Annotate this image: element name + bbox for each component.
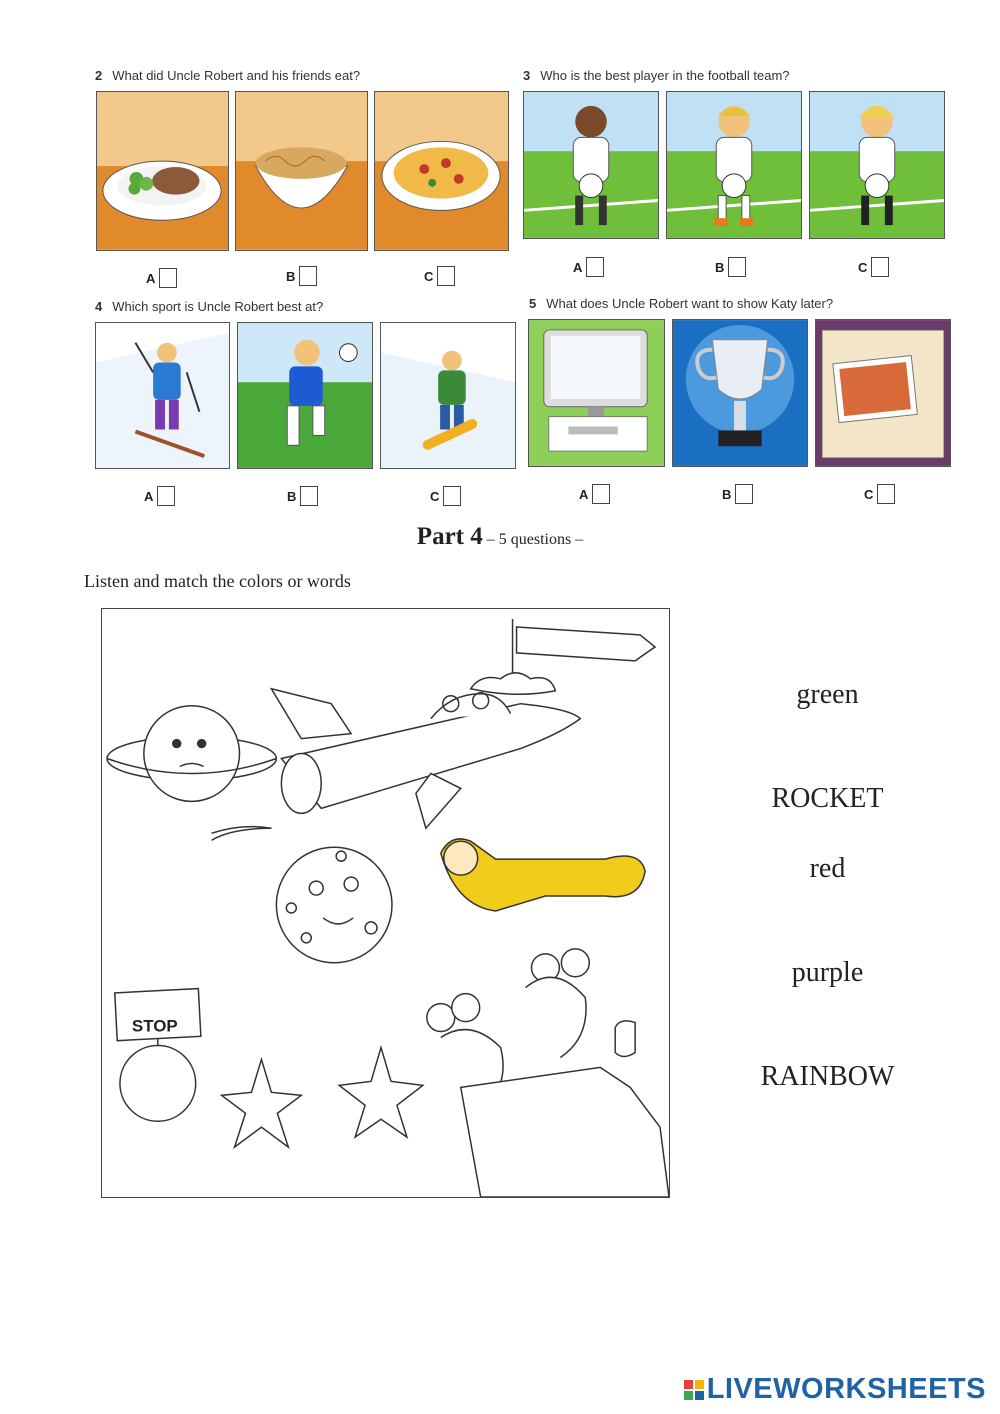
liveworksheets-logo-icon (684, 1380, 704, 1400)
option-b-checkbox[interactable]: B (287, 486, 318, 506)
blond-player-orange-boots-picture (666, 91, 802, 239)
noodles-bowl-picture (235, 91, 368, 251)
option-c-checkbox[interactable]: C (864, 484, 895, 504)
snowboarding-picture (380, 322, 516, 469)
option-a-checkbox[interactable]: A (579, 484, 610, 504)
match-word-green[interactable]: green (796, 679, 859, 710)
option-c-checkbox[interactable]: C (430, 486, 461, 506)
curly-blond-player-picture (809, 91, 945, 239)
option-b-checkbox[interactable]: B (286, 266, 317, 286)
question-5-title: 5 What does Uncle Robert want to show Katy later? (529, 296, 834, 311)
instruction-text: Listen and match the colors or words (84, 571, 351, 591)
option-c-checkbox[interactable]: C (858, 257, 889, 277)
dark-haired-player-picture (523, 91, 659, 239)
star-left-drawing (222, 1059, 302, 1147)
skiing-picture (95, 322, 230, 469)
option-a-checkbox[interactable]: A (573, 257, 604, 277)
star-right-drawing (339, 1047, 423, 1137)
liveworksheets-logo (684, 1373, 986, 1406)
stop-sign-drawing (115, 989, 201, 1122)
astronaut-drawing (441, 839, 645, 911)
option-a-checkbox[interactable]: A (146, 268, 177, 288)
part-4-subtitle: – 5 questions – (486, 531, 584, 548)
match-word-purple[interactable]: purple (791, 957, 864, 988)
rocket-drawing (212, 689, 581, 840)
match-word-rainbow[interactable]: RAINBOW (760, 1061, 895, 1092)
space-coloring-picture (101, 608, 670, 1198)
part-4-title: Part 4 (416, 523, 483, 550)
liveworksheets-logo-text: LIVEWORKSHEETS (706, 1373, 986, 1405)
match-word-rocket[interactable]: ROCKET (771, 783, 884, 814)
pizza-picture (374, 91, 509, 251)
option-b-checkbox[interactable]: B (715, 257, 746, 277)
option-a-checkbox[interactable]: A (144, 486, 175, 506)
option-c-checkbox[interactable]: C (424, 266, 455, 286)
moon-face-drawing (276, 847, 392, 963)
part-4-heading (0, 523, 1000, 551)
steak-and-peas-picture (96, 91, 229, 251)
stop-sign-text: STOP (131, 1016, 178, 1036)
option-b-checkbox[interactable]: B (722, 484, 753, 504)
photo-album-picture (815, 319, 951, 467)
question-2-title: 2 What did Uncle Robert and his friends eat? (95, 68, 361, 83)
match-word-red[interactable]: red (809, 853, 846, 884)
trophy-cup-picture (672, 319, 808, 467)
football-picture (237, 322, 373, 469)
question-4-title: 4 Which sport is Uncle Robert best at? (95, 299, 324, 314)
question-3-title: 3 Who is the best player in the football team? (523, 68, 790, 83)
aliens-drawing (427, 949, 669, 1197)
computer-picture (528, 319, 665, 467)
flag-sign-drawing (471, 619, 655, 694)
ringed-planet-drawing (107, 706, 276, 802)
